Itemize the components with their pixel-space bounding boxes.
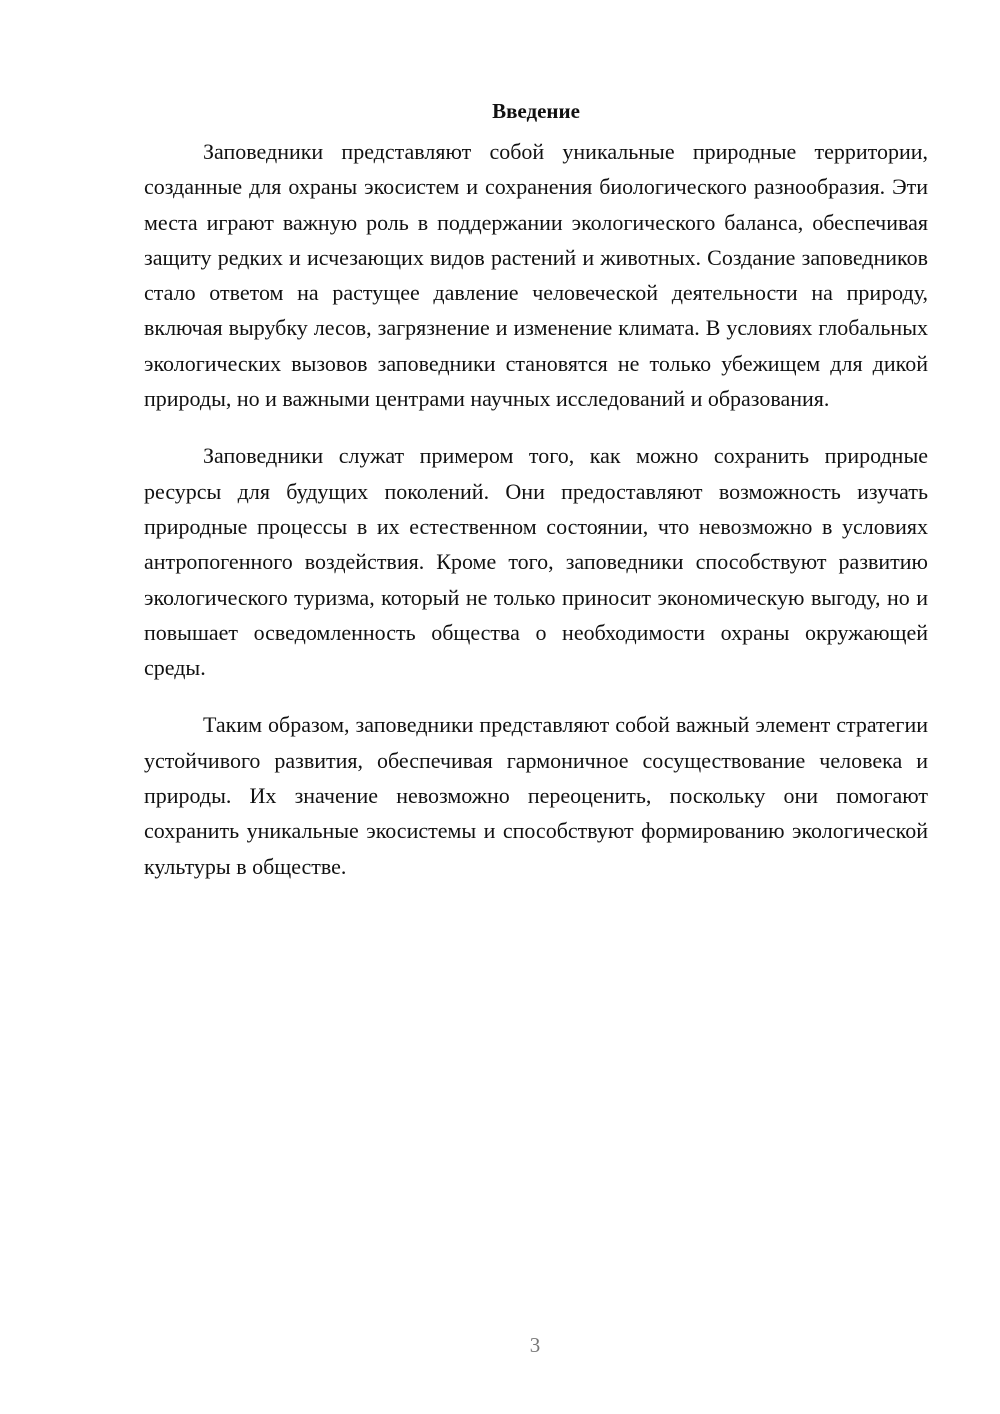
paragraph-1: Заповедники представляют собой уникальные природные территории, созданные для охраны экосистем и сохранения биологического разнообразия. Эти места играют важную роль в поддержании экологического баланса, обеспечивая защиту редких и исчезающих видов растений и животных. Создание заповедников стало ответом на растущее давление человеческой деятельности на природу, включая вырубку лесов, загрязнение и изменение климата. В условиях глобальных экологических вызовов заповедники становятся не только убежищем для дикой природы, но и важными центрами научных исследований и образования. [144, 139, 928, 412]
page-content [144, 98, 928, 884]
section-title: Введение [492, 99, 580, 123]
page-number: 3 [529, 1333, 541, 1357]
paragraph-2: Заповедники служат примером того, как можно сохранить природные ресурсы для будущих поколений. Они предоставляют возможность изучать природные процессы в их естественном состоянии, что невозможно в условиях антропогенного воздействия. Кроме того, заповедники способствуют развитию экологического туризма, который не только приносит экономическую выгоду, но и повышает осведомленность общества о необходимости охраны окружающей среды. [144, 443, 928, 681]
paragraph-3: Таким образом, заповедники представляют собой важный элемент стратегии устойчивого развития, обеспечивая гармоничное сосуществование человека и природы. Их значение невозможно переоценить, поскольку они помогают сохранить уникальные экосистемы и способствуют формированию экологической культуры в обществе. [144, 712, 928, 879]
